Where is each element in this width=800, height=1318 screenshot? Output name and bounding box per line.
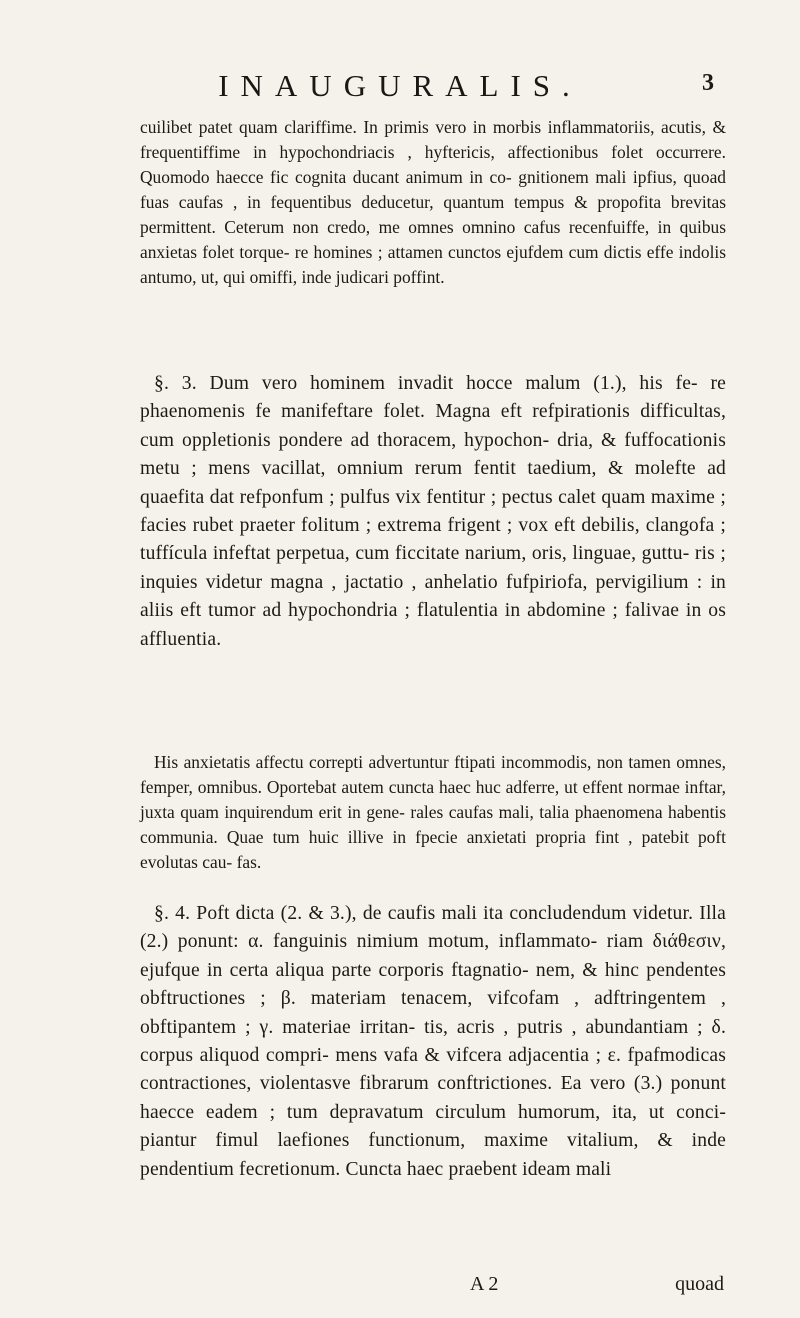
paragraph-section-3: §. 3. Dum vero hominem invadit hocce malum (1.), his fe- re phaenomenis fe manifeftare folet. Magna eft refpirationis difficultas, cum oppletionis pondere ad thoracem, hypochon- dria, & fuffocationis metu ; mens vacillat, omnium rerum fentit taedium, & molefte ad quaefita dat refponfum ; pulfus vix fentitur ; pectus calet quam maxime ; facies rubet praeter folitum ; extrema frigent ; vox eft debilis, clangofa ; tuffícula infeftat perpetua, cum ficcitate narium, oris, linguae, guttu- ris ; inquies videtur magna , jactatio , anhelatio fufpiriofa, pervigilium : in aliis eft tumor ad hypochondria ; flatulentia in abdomine ; falivae in os affluentia. xyxy=(140,373,726,650)
paragraph-continuation: cuilibet patet quam clariffime. In primis vero in morbis inflammatoriis, acutis, & frequentiffime in hypochondriacis , hyftericis, affectionibus folet occurrere. Quomodo haecce fic cognita ducant animum in co- gnitionem mali ipfius, quoad fuas caufas , in fequentibus deducetur, quantum tempus & propofita brevitas permittent. Ceterum non credo, me omnes omnino cafus recenfuiffe, in quibus anxietas folet torque- re homines ; attamen cunctos ejufdem cum dictis effe indolis antumo, ut, qui omiffi, inde judicari poffint. xyxy=(140,117,726,287)
signature-mark: A 2 xyxy=(470,1273,499,1295)
page-number: 3 xyxy=(702,70,714,96)
running-head-title: INAUGURALIS. xyxy=(218,68,582,103)
catchword: quoad xyxy=(675,1273,724,1295)
paragraph-section-4: §. 4. Poft dicta (2. & 3.), de caufis mali ita concludendum videtur. Illa (2.) ponunt: α. fanguinis nimium motum, inflammato- riam διάθεσιν, ejufque in certa aliqua parte corporis ftagnatio- nem, & hinc pendentes obftructiones ; β. materiam tenacem, vifcofam , adftringentem , obftipantem ; γ. materiae irritan- tis, acris , putris , abundantiam ; δ. corpus aliquod compri- mens vafa & vifcera adjacentia ; ε. fpafmodicas contractiones, violentasve fibrarum conftrictiones. Ea vero (3.) ponunt haecce eadem ; tum depravatum circulum humorum, ita, ut conci- piantur fimul laefiones functionum, maxime vitalium, & inde pendentium fecretionum. Cuncta haec praebent ideam mali xyxy=(140,903,726,1180)
paragraph-anxietatis: His anxietatis affectu correpti advertuntur ftipati incommodis, non tamen omnes, femper, omnibus. Oportebat autem cuncta haec huc adferre, ut effent normae inftar, juxta quam inquirendum erit in gene- rales caufas mali, talia phaenomena habentis communia. Quae tum huic illive in fpecie anxietati propria fint , patebit poft evolutas cau- fas. xyxy=(140,752,726,872)
